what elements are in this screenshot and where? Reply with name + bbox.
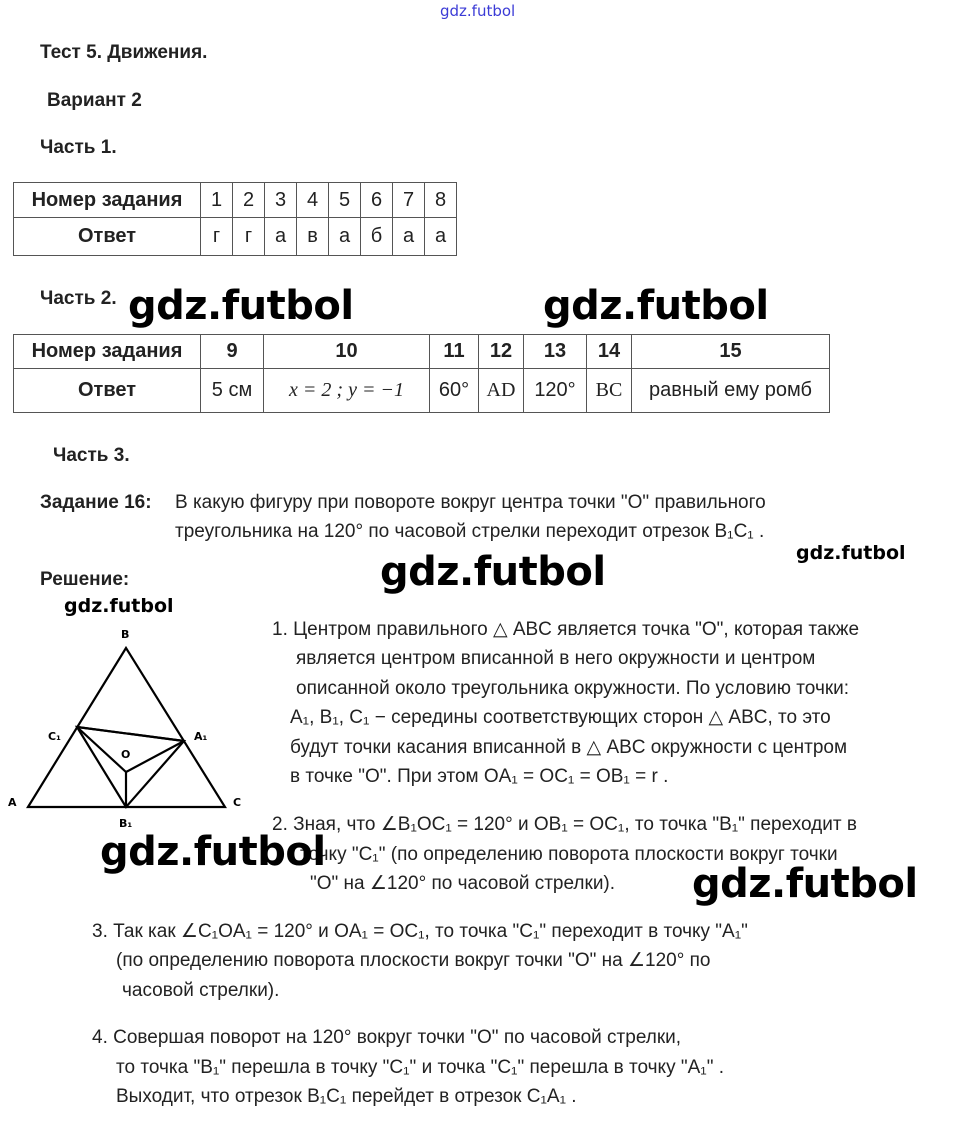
- table-cell: 10: [264, 335, 430, 369]
- step2-line: точку "C₁" (по определению поворота плоскости вокруг точки: [300, 844, 838, 865]
- step4-line: 4. Совершая поворот на 120° вокруг точки "O" по часовой стрелки,: [92, 1027, 682, 1048]
- label-c: C: [233, 796, 242, 809]
- task16-label: Задание 16:: [40, 492, 152, 513]
- step1-line: является центром вписанной в него окружности и центром: [296, 648, 816, 669]
- part1-heading: Часть 1.: [40, 137, 117, 158]
- table-cell: 12: [479, 335, 524, 369]
- step1-line: 1. Центром правильного △ ABC является точка "O", которая также: [272, 619, 860, 640]
- table-cell: BC: [587, 369, 632, 413]
- step4-line: Выходит, что отрезок B₁C₁ перейдет в отрезок C₁A₁ .: [116, 1086, 577, 1107]
- table-cell: 15: [632, 335, 830, 369]
- watermark: gdz.futbol: [692, 861, 918, 907]
- table-cell: а: [425, 218, 457, 256]
- watermark: gdz.futbol: [796, 542, 906, 564]
- task16-text-line: В какую фигуру при повороте вокруг центра точки "O" правильного: [175, 492, 766, 513]
- step1-line: в точке "O". При этом OA₁ = OC₁ = OB₁ = r .: [290, 766, 669, 787]
- step1-line: A₁, B₁, C₁ − середины соответствующих сторон △ ABC, то это: [290, 707, 831, 728]
- table-cell: 4: [297, 183, 329, 218]
- part3-heading: Часть 3.: [53, 445, 130, 466]
- table-cell: 6: [361, 183, 393, 218]
- task16-text-line: треугольника на 120° по часовой стрелки переходит отрезок B₁C₁ .: [175, 521, 765, 542]
- table-cell: 120°: [524, 369, 587, 413]
- step3-line: (по определению поворота плоскости вокруг точки "O" на ∠120° по: [116, 950, 711, 971]
- answers-table-part1: [13, 182, 457, 256]
- table-cell: в: [297, 218, 329, 256]
- table-cell: 13: [524, 335, 587, 369]
- label-a: A: [8, 796, 17, 809]
- table-cell: 60°: [430, 369, 479, 413]
- label-c1: C₁: [48, 730, 61, 743]
- variant-heading: Вариант 2: [47, 90, 142, 111]
- table-cell: 9: [201, 335, 264, 369]
- watermark: gdz.futbol: [100, 829, 326, 875]
- table-cell: 5: [329, 183, 361, 218]
- watermark-top: gdz.futbol: [440, 2, 516, 20]
- step1-line: описанной около треугольника окружности. По условию точки:: [296, 678, 850, 699]
- table-cell: а: [393, 218, 425, 256]
- table-cell: 1: [201, 183, 233, 218]
- table-cell: 11: [430, 335, 479, 369]
- table-cell: равный ему ромб: [632, 369, 830, 413]
- answers-table-part2: [13, 334, 830, 413]
- part2-heading: Часть 2.: [40, 288, 117, 309]
- table-cell: AD: [479, 369, 524, 413]
- table-header-task: Номер задания: [14, 335, 201, 369]
- table-cell: 2: [233, 183, 265, 218]
- watermark: gdz.futbol: [64, 595, 174, 617]
- watermark: gdz.futbol: [380, 549, 606, 595]
- solution-label: Решение:: [40, 569, 130, 590]
- table-cell: 8: [425, 183, 457, 218]
- table-cell: 3: [265, 183, 297, 218]
- table-cell: г: [233, 218, 265, 256]
- label-b1: B₁: [119, 817, 133, 830]
- table-cell: 7: [393, 183, 425, 218]
- watermark: gdz.futbol: [128, 283, 354, 329]
- step4-line: то точка "B₁" перешла в точку "C₁" и точка "C₁" перешла в точку "A₁" .: [116, 1057, 724, 1078]
- page-title: Тест 5. Движения.: [40, 42, 208, 63]
- table-cell: 14: [587, 335, 632, 369]
- step3-line: часовой стрелки).: [122, 980, 280, 1001]
- step1-line: будут точки касания вписанной в △ ABC окружности с центром: [290, 737, 848, 758]
- table-cell: а: [329, 218, 361, 256]
- label-a1: A₁: [194, 730, 208, 743]
- table-header-answer: Ответ: [14, 218, 201, 256]
- step2-line: 2. Зная, что ∠B₁OC₁ = 120° и OB₁ = OC₁, то точка "B₁" переходит в: [272, 814, 857, 835]
- label-o: O: [121, 748, 131, 761]
- table-cell: 5 см: [201, 369, 264, 413]
- step2-line: "O" на ∠120° по часовой стрелки).: [310, 873, 616, 894]
- table-cell: а: [265, 218, 297, 256]
- watermark: gdz.futbol: [543, 283, 769, 329]
- table-header-answer: Ответ: [14, 369, 201, 413]
- label-b: B: [121, 628, 130, 641]
- step3-line: 3. Так как ∠C₁OA₁ = 120° и OA₁ = OC₁, то точка "C₁" переходит в точку "A₁": [92, 921, 748, 942]
- table-cell: г: [201, 218, 233, 256]
- triangle-figure: [0, 620, 260, 835]
- table-header-task: Номер задания: [14, 183, 201, 218]
- table-cell: б: [361, 218, 393, 256]
- table-cell: x = 2 ; y = −1: [264, 369, 430, 413]
